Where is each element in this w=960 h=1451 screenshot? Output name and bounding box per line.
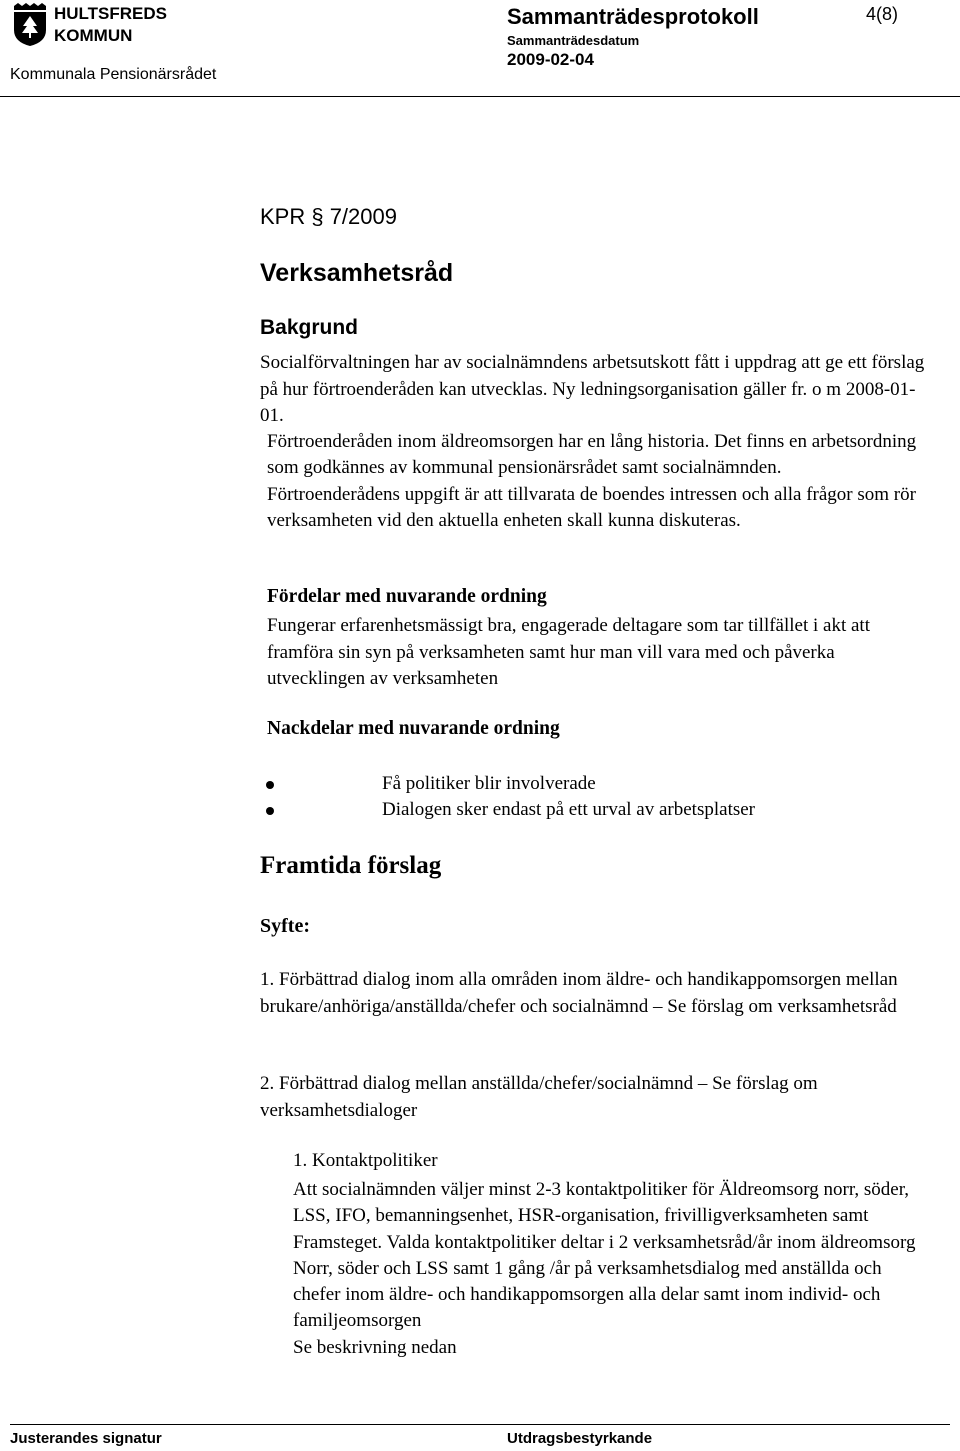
goal-item: 1. Förbättrad dialog inom alla områden inom äldre- och handikappomsorgen mellan brukare/anhöriga/anställda/chefer och socialnämnd – Se förslag om verksamhetsråd bbox=[260, 969, 898, 1017]
case-reference: KPR § 7/2009 bbox=[260, 204, 397, 229]
footer-divider bbox=[10, 1424, 950, 1425]
advantages-text: Fungerar erfarenhetsmässigt bra, engagerade deltagare som tar tillfället i akt att framföra sin syn på verksamheten samt hur man vill vara med och påverka utvecklingen av verksamheten bbox=[267, 615, 870, 689]
page-number: 4(8) bbox=[866, 4, 899, 24]
contact-politicians-text bbox=[293, 1177, 933, 1361]
background-paragraphs bbox=[267, 429, 927, 534]
background-heading: Bakgrund bbox=[260, 316, 359, 339]
contact-politicians-heading: 1. Kontaktpolitiker bbox=[293, 1150, 438, 1171]
bullet-icon bbox=[266, 781, 274, 789]
coat-of-arms-icon bbox=[10, 2, 190, 46]
meeting-date-value: 2009-02-04 bbox=[507, 50, 594, 69]
certification-label: Utdragsbestyrkande bbox=[507, 1430, 653, 1447]
document-type: Sammanträdesprotokoll bbox=[507, 4, 759, 29]
background-paragraph: Förtroenderådens uppgift är att tillvarata de boendes intressen och alla frågor som rör verksamheten vid den aktuella enheten skall kunna diskuteras. bbox=[267, 483, 916, 531]
header-divider bbox=[0, 96, 960, 97]
disadvantages-heading: Nackdelar med nuvarande ordning bbox=[267, 718, 560, 739]
section-title: Verksamhetsråd bbox=[260, 259, 454, 287]
list-item-text: Få politiker blir involverade bbox=[382, 773, 596, 794]
meeting-date-label: Sammanträdesdatum bbox=[507, 33, 640, 48]
municipality-logo bbox=[10, 2, 190, 46]
background-paragraph: Förtroenderåden inom äldreomsorgen har en lång historia. Det finns en arbetsordning som godkännes av kommunal pensionärsrådet samt socialnämnden. bbox=[267, 431, 917, 479]
goal-item: 2. Förbättrad dialog mellan anställda/chefer/socialnämnd – Se förslag om verksamhetsdialoger bbox=[260, 1073, 818, 1121]
contact-politicians-paragraph: Att socialnämnden väljer minst 2-3 kontaktpolitiker för Äldreomsorg norr, söder, LSS, IFO, bemanningsenhet, HSR-organisation, frivilligverksamheten samt Framsteget. Valda kontaktpolitiker deltar i 2 verksamhetsråd/år inom äldreomsorg Norr, söder och LSS samt 1 gång /år på verksamhetsdialog med anställda och chefer inom äldre- och handikappomsorgen alla delar samt inom individ- och familjeomsorgen bbox=[293, 1179, 916, 1332]
see-description-line: Se beskrivning nedan bbox=[293, 1336, 457, 1358]
intro-paragraph: Socialförvaltningen har av socialnämndens arbetsutskott fått i uppdrag att ge ett förslag på hur förtroenderåden kan utvecklas. Ny ledningsorganisation gäller fr. o m 2008-01-01. bbox=[260, 352, 925, 426]
svg-text:HULTSFREDS: HULTSFREDS bbox=[54, 4, 168, 23]
advantages-heading: Fördelar med nuvarande ordning bbox=[267, 586, 547, 607]
svg-text:KOMMUN: KOMMUN bbox=[54, 26, 133, 45]
organization-name: Kommunala Pensionärsrådet bbox=[10, 66, 217, 83]
future-proposal-heading: Framtida förslag bbox=[260, 852, 442, 879]
list-item-text: Dialogen sker endast på ett urval av arbetsplatser bbox=[382, 799, 755, 820]
signature-label: Justerandes signatur bbox=[10, 1430, 162, 1447]
bullet-icon bbox=[266, 807, 274, 815]
purpose-heading: Syfte: bbox=[260, 915, 310, 937]
